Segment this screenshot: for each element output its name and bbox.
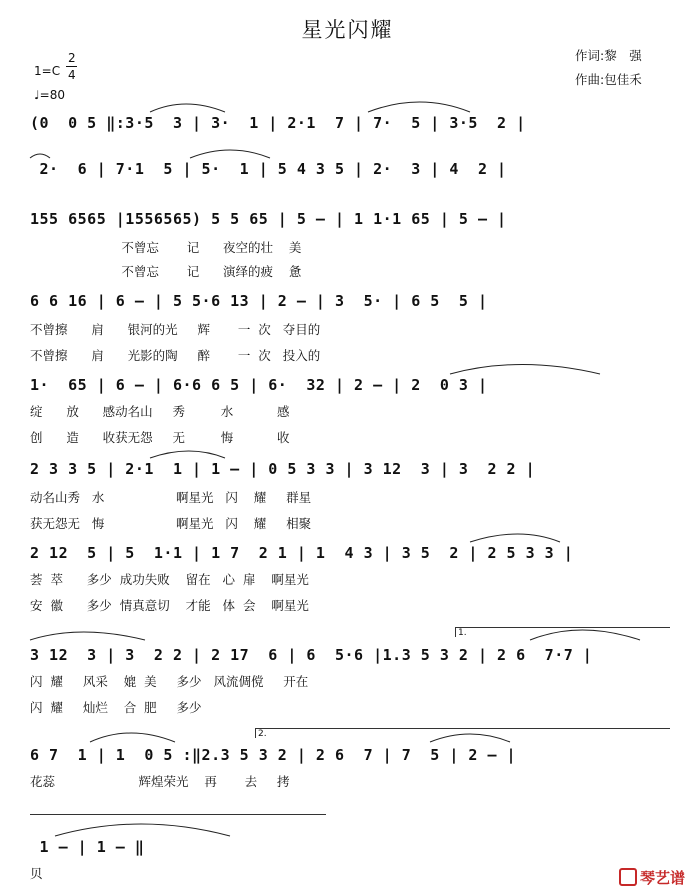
slur <box>368 102 470 112</box>
slur <box>30 154 50 158</box>
system-3-notes: 155 6565 |1556565) 5 5 65 | 5 — | 1 1·1 65 | 5 — | <box>30 210 507 228</box>
slur <box>450 365 600 375</box>
system-5-lyric-1: 绽 放 感动名山 秀 水 感 <box>30 404 290 419</box>
system-8-notes: 3 12 3 | 3 2 2 | 2 17 6 | 6 5·6 |1.3 5 3 2 | 2 6 7·7 | <box>30 646 593 664</box>
system-6-notes: 2 3 3 5 | 2·1 1 | 1 — | 0 5 3 3 | 3 12 3 | 3 2 2 | <box>30 460 536 478</box>
lyricist-credit: 作词:黎 强 <box>575 48 642 63</box>
slur <box>150 451 225 458</box>
slur <box>55 824 230 836</box>
key-signature: 1=C <box>34 64 61 78</box>
system-9-notes: 6 7 1 | 1 0 5 :‖2.3 5 3 2 | 2 6 7 | 7 5 | 2 — | <box>30 746 517 764</box>
time-signature-top: 2 <box>68 51 76 65</box>
system-10-notes: 1 — | 1 — ‖ <box>30 838 145 856</box>
system-3-lyric-1: 不曾忘 记 夜空的壮 美 <box>30 240 302 255</box>
system-1-notes: (0 0 5 ‖:3·5 3 | 3· 1 | 2·1 7 | 7· 5 | 3·5 2 | <box>30 114 526 132</box>
system-8-lyric-1: 闪 耀 风采 媲 美 多少 风流倜傥 开在 <box>30 674 309 689</box>
slur <box>530 630 640 640</box>
time-signature-bottom: 4 <box>68 68 76 82</box>
logo-icon <box>619 868 637 886</box>
slur <box>470 534 560 542</box>
system-5-lyric-2: 创 造 收获无怨 无 悔 收 <box>30 430 290 445</box>
system-3-lyric-2: 不曾忘 记 演绎的疲 惫 <box>30 264 302 279</box>
system-2-notes: 2· 6 | 7·1 5 | 5· 1 | 5 4 3 5 | 2· 3 | 4 2 | <box>30 160 507 178</box>
system-4-lyric-2: 不曾擦 肩 光影的陶 醉 一 次 投入的 <box>30 348 321 363</box>
watermark-logo <box>619 867 685 888</box>
system-7-notes: 2 12 5 | 5 1·1 | 1 7 2 1 | 1 4 3 | 3 5 2 | 2 5 3 3 | <box>30 544 574 562</box>
second-ending-label: 2. <box>258 729 267 739</box>
system-6-lyric-2: 获无怨无 悔 啊星光 闪 耀 相聚 <box>30 516 312 531</box>
first-ending-label: 1. <box>458 628 467 638</box>
system-7-lyric-1: 荟 萃 多少 成功失败 留在 心 扉 啊星光 <box>30 572 309 587</box>
slur <box>30 632 145 640</box>
system-7-lyric-2: 安 徽 多少 情真意切 才能 体 会 啊星光 <box>30 598 309 613</box>
watermark-text: 琴艺谱 <box>639 869 685 887</box>
system-4-lyric-1: 不曾擦 肩 银河的光 辉 一 次 夺目的 <box>30 322 321 337</box>
composer-credit: 作曲:包佳禾 <box>575 72 642 87</box>
system-8-lyric-2: 闪 耀 灿烂 合 肥 多少 <box>30 700 202 715</box>
tempo-marking: ♩=80 <box>34 88 65 102</box>
song-title: 星光闪耀 <box>301 18 394 42</box>
slur <box>190 150 270 158</box>
system-4-notes: 6 6 16 | 6 — | 5 5·6 13 | 2 — | 3 5· | 6 5 5 | <box>30 292 488 310</box>
slur <box>430 734 510 742</box>
system-5-notes: 1· 65 | 6 — | 6·6 6 5 | 6· 32 | 2 — | 2 0 3 | <box>30 376 488 394</box>
slur <box>150 104 225 112</box>
system-9-lyric-1: 花蕊 辉煌荣光 再 去 拷 <box>30 774 290 789</box>
system-6-lyric-1: 动名山秀 水 啊星光 闪 耀 群星 <box>30 490 312 505</box>
slur <box>90 733 175 742</box>
system-10-lyric-1: 贝 <box>30 866 43 881</box>
